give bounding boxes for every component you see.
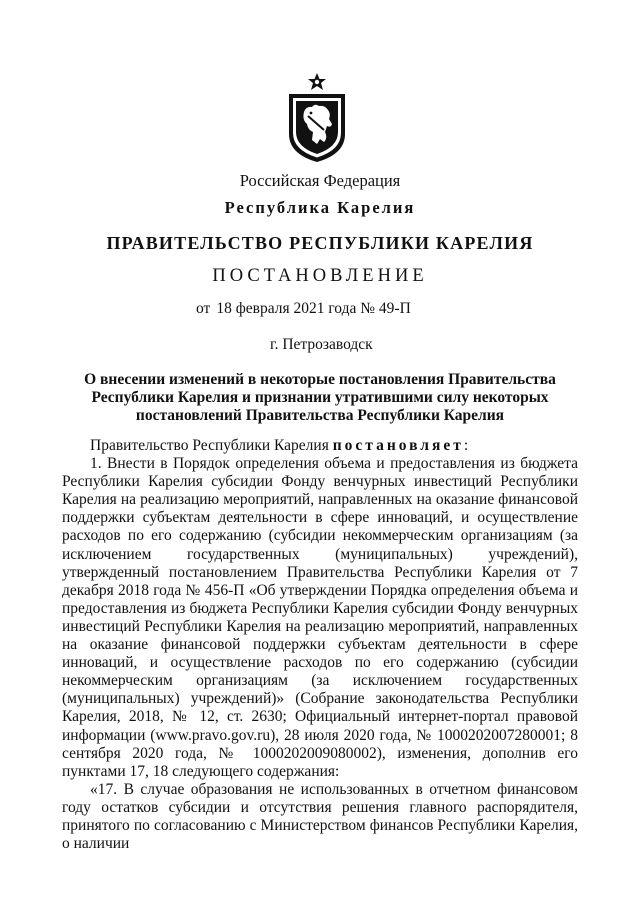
paragraph-2: «17. В случае образования не использованных в отчетном финансовом году остатков субсидии и отсутствия решения главного распорядителя, принятого по согласованию с Министерством финансов Республики Карелия, о наличии: [62, 780, 578, 853]
republic-name: Республика Карелия: [224, 198, 416, 217]
coat-of-arms-icon: [284, 72, 350, 164]
date-prefix: от: [196, 300, 211, 317]
city: г. Петрозаводск: [270, 336, 373, 353]
title-line: О внесении изменений в некоторые постановления Правительства: [84, 371, 556, 388]
document-body: [62, 437, 578, 853]
preamble-action: постановляет: [332, 437, 464, 454]
document-title: [60, 371, 580, 425]
title-line: Республики Карелия и признании утратившими силу некоторых: [91, 389, 549, 406]
preamble-end: :: [463, 437, 469, 454]
document-date-number: 18 февраля 2021 года № 49-П: [216, 300, 411, 317]
document-type: ПОСТАНОВЛЕНИЕ: [212, 266, 428, 286]
government-heading: ПРАВИТЕЛЬСТВО РЕСПУБЛИКИ КАРЕЛИЯ: [106, 233, 534, 253]
title-line: постановлений Правительства Республики Карелия: [135, 407, 505, 424]
paragraph-1: 1. Внести в Порядок определения объема и предоставления из бюджета Республики Карелия субсидии Фонду венчурных инвестиций Республики Карелия на реализацию мероприятий, направленных на оказание финансовой поддержки субъектам деятельности в сфере инноваций, и осуществление расходов по его содержанию (субсидии некоммерческим организациям (за исключением государственных (муниципальных) учреждений), утвержденный постановлением Правительства Республики Карелия от 7 декабря 2018 года № 456-П «Об утверждении Порядка определения объема и предоставления из бюджета Республики Карелия субсидии Фонду венчурных инвестиций Республики Карелия на реализацию мероприятий, направленных на оказание финансовой поддержки субъектам деятельности в сфере инноваций, и осуществление расходов по его содержанию (субсидии некоммерческим организациям (за исключением государственных (муниципальных) учреждений)» (Собрание законодательства Республики Карелия, 2018, № 12, ст. 2630; Официальный интернет-портал правовой информации (www.pravo.gov.ru), 28 июля 2020 года, № 1000202007280001; 8 сентября 2020 года, № 1000202009080002), изменения, дополнив его пунктами 17, 18 следующего содержания:: [62, 455, 578, 780]
preamble: [62, 437, 578, 455]
date-line: [196, 300, 417, 318]
country-name: Российская Федерация: [239, 171, 401, 190]
preamble-start: Правительство Республики Карелия: [90, 437, 333, 454]
